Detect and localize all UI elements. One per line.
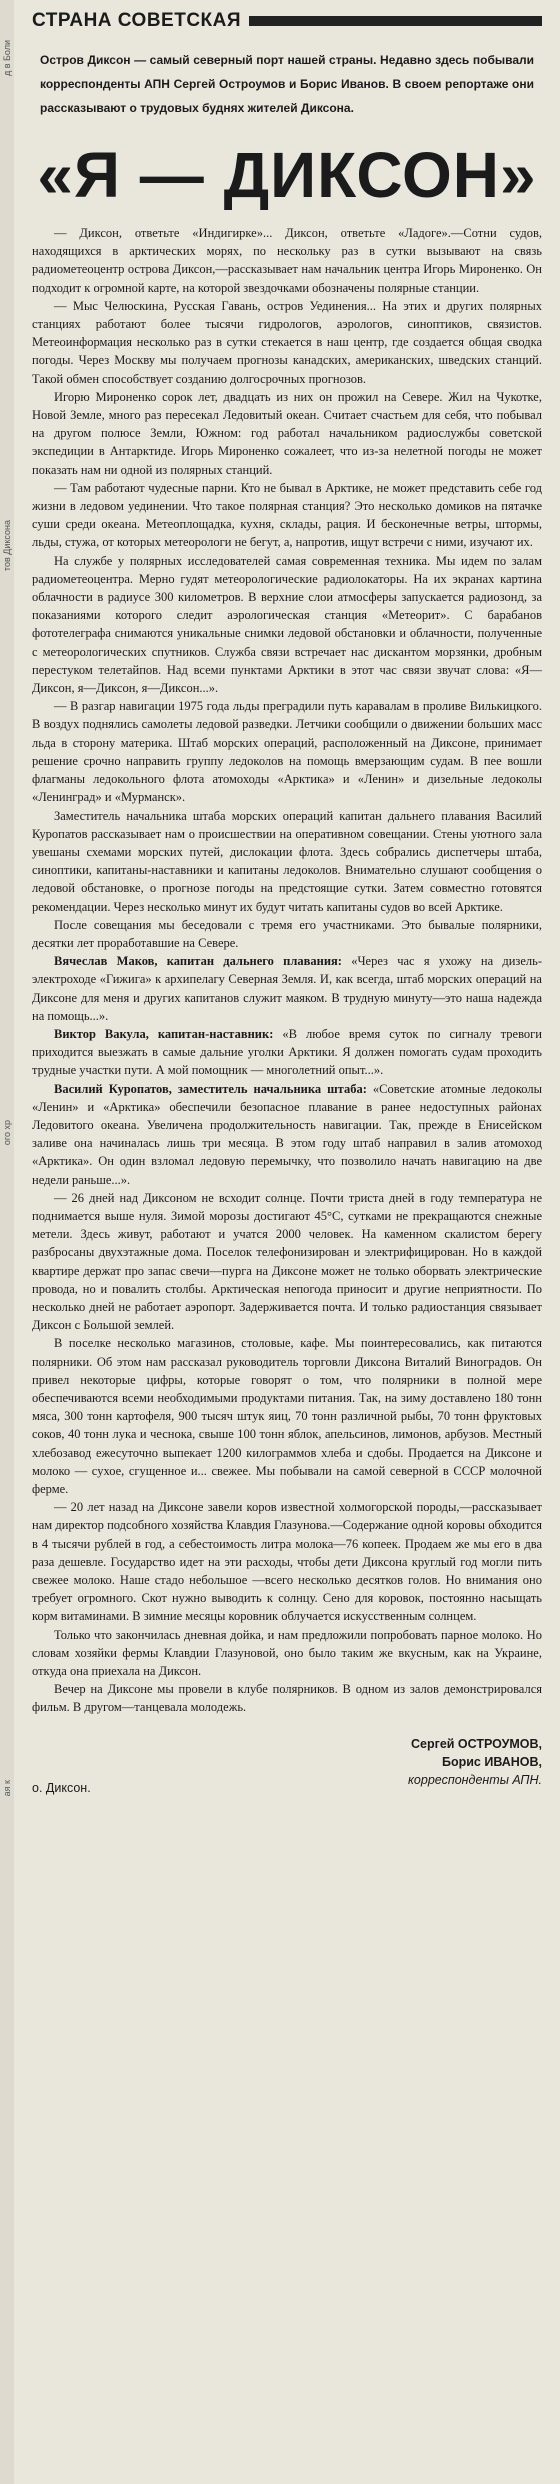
signature	[32, 1735, 542, 1789]
paragraph: Заместитель начальника штаба морских операций капитан дальнего плавания Василий Куропатов рассказывает нам о происшествии на оперативном совещании. Стены уютного зала увешаны схемами морских путей, дислокации флота. Здесь собрались диспетчеры штаба, синоптики, капитаны-наставники и капитаны ледоколов. Внимательно слушают сообщения о ледовой обстановке, о прогнозе погоды на предстоящие сутки. Затем совместно готовятся рекомендации. Через несколько минут их будут читать капитаны судов во всей Арктике.	[32, 808, 542, 914]
quote-paragraph	[32, 952, 542, 1025]
quote-speaker: Василий Куропатов, заместитель начальника штаба:	[54, 1081, 367, 1096]
paragraph: — Диксон, ответьте «Индигирке»... Диксон, ответьте «Ладоге».—Сотни судов, находящихся в арктических морях, по нескольку раз в сутки вызывают на связь радиометеоцентр острова Диксон,—рассказывает нам начальник центра Игорь Мироненко. Он подходит к огромной карте, на которой звездочками обозначены полярные станции.	[32, 226, 542, 295]
paragraph: — 26 дней над Диксоном не всходит солнце. Почти триста дней в году температура не поднимается выше нуля. Зимой морозы достигают 45°С, сутками не прекращаются снежные метели. Здесь живут, работают и учатся 2000 человек. На каменном скалистом берегу разбросаны двухэтажные дома. Поселок телефонизирован и электрифицирован. Но в каждой квартире держат про запас свечи—пурга на Диксоне может не только оборвать электрические провода, но и повалить столбы. Арктическая непогода приносит и другие неприятности. По несколько дней не работает аэропорт. Задерживается почта. И только радиостанция связывает Диксон с Большой землей.	[32, 1190, 542, 1333]
quote-paragraph	[32, 1080, 542, 1189]
paragraph: Игорю Мироненко сорок лет, двадцать из них он прожил на Севере. Жил на Чукотке, Новой Земле, много раз пересекал Ледовитый океан. Считает счастьем для себя, что побывал на другом полюсе Земли, Южном: год работал начальником радиослужбы советской экспедиции в Антарктиде. Игорь Мироненко сожалеет, что из-за нелетной погоды не может показать нам ни одной из полярных станций.	[32, 389, 542, 477]
author-name: Борис ИВАНОВ,	[441, 1754, 542, 1769]
headline: «Я — ДИКСОН»	[37, 139, 537, 211]
rubric-title: СТРАНА СОВЕТСКАЯ	[32, 10, 242, 31]
adjacent-column-fragment	[0, 0, 14, 2484]
paragraph: — 20 лет назад на Диксоне завели коров известной холмогорской породы,—рассказывает нам директор подсобного хозяйства Клавдия Глазунова.—Содержание одной коровы обходится в 4 тысячи рублей в год, а себестоимость литра молока—76 копеек. Продаем же мы его в два раза дешевле. Государство идет на эти расходы, чтобы дети Диксона круглый год могли пить свежее молоко. Наше стадо небольшое —всего несколько десятков голов. Но внимания оно требует огромного. Скот нужно выводить к солнцу. Сено для коровок, постоянно насыщать корм витаминами. В зимние месяцы коровник облучается искусственным солнцем.	[32, 1500, 542, 1624]
margin-fragment: ая к	[2, 1780, 12, 1797]
article-body	[32, 224, 542, 1717]
quote-speaker: Виктор Вакула, капитан-наставник:	[54, 1026, 274, 1041]
article-column	[32, 8, 543, 1795]
rubric-header	[32, 8, 542, 34]
rubric-rule	[249, 16, 542, 26]
paragraph: Только что закончилась дневная дойка, и нам предложили попробовать парное молоко. Но словам хозяйки фермы Клавдии Глазуновой, оно было таким же вкусным, как на Украине, откуда она приехала на Диксон.	[32, 1627, 542, 1679]
quote-paragraph	[32, 1025, 542, 1080]
lead-paragraph: Остров Диксон — самый северный порт нашей страны. Недавно здесь побывали корреспонденты АПН Сергей Остроумов и Борис Иванов. В своем репортаже они рассказывают о трудовых буднях жителей Диксона.	[40, 53, 534, 115]
margin-fragment: ого хр	[2, 1120, 12, 1146]
byline-block	[32, 1735, 542, 1795]
quote-text: «Советские атомные ледоколы «Ленин» и «Арктика» обеспечили безопасное плавание в ранее недоступных районах Ледовитого океана. Увеличена продолжительность навигации. Так, прежде в Енисейском заливе она начиналась лишь три месяца. В этом году штаб направил в залив атомоход «Арктика». Он один взломал ледовую перемычку, что позволило начать навигацию на две недели раньше...».	[32, 1081, 542, 1187]
author-role: корреспонденты АПН.	[408, 1772, 542, 1787]
author-name: Сергей ОСТРОУМОВ,	[411, 1736, 542, 1751]
quote-speaker: Вячеслав Маков, капитан дальнего плавания:	[54, 954, 342, 969]
paragraph: Вечер на Диксоне мы провели в клубе полярников. В одном из залов демонстрировался фильм. В другом—танцевала молодежь.	[32, 1682, 542, 1715]
margin-fragment: д в Боли	[2, 40, 12, 77]
paragraph: — Там работают чудесные парни. Кто не бывал в Арктике, не может представить себе год жизни в ледовом уединении. Что такое полярная станция? Это несколько домиков на пятачке суши среди океана. Метеоплощадка, кухня, склады, рация. И бесконечные ветры, штормы, льды, стужа, от которых метеорологи не бегут, а, напротив, ищут встречи с ними, изучают их.	[32, 480, 542, 550]
paragraph: — Мыс Челюскина, Русская Гавань, остров Уединения... На этих и других полярных станциях работают более тысячи гидрологов, аэрологов, синоптиков, связистов. Метеоинформация несколько раз в сутки стекается в наш центр, где создается общая сводка погоды. Через Москву мы получаем прогнозы канадских, американских, шведских станций. Такой обмен способствует созданию долгосрочных прогнозов.	[32, 298, 542, 386]
quote-text: «Через час я ухожу на дизель-электроходе «Гижига» к архипелагу Северная Земля. И, как всегда, штаб морских операций на Диксоне для меня и других капитанов служит маяком. В трудную минуту—это наша надежда на помощь...».	[32, 954, 543, 1023]
margin-fragment: тов Диксона	[2, 520, 12, 572]
paragraph: На службе у полярных исследователей самая современная техника. Мы идем по залам радиометеоцентра. Мерно гудят метеорологические радиолокаторы. На их экранах картина облачности в радиусе 300 километров. В верхние слои атмосферы запускается радиозонд, за показаниями которого следит аэрологическая станция «Метеорит». С барабанов фототелеграфа снимаются уникальные снимки ледовой обстановки и облачности, полученные с метеорологических спутников. Служба связи встречает нас дискантом морзянки, дробным перестуком телетайпов. Над всеми пунктами Арктики в этот час связи звучат слова: «Я—Диксон, я—Диксон, я—Диксон...».	[32, 553, 542, 696]
paragraph: После совещания мы беседовали с тремя его участниками. Это бывалые полярники, десятки лет проработавшие на Севере.	[32, 917, 542, 950]
quote-text: «В любое время суток по сигналу тревоги приходится выезжать в самые дальние уголки Арктики. Я должен помогать судам проходить трудные участки пути. А мой помощник — многолетний опыт...».	[32, 1026, 542, 1078]
dateline: о. Диксон.	[32, 1780, 91, 1795]
paragraph: В поселке несколько магазинов, столовые, кафе. Мы поинтересовались, как питаются полярники. Об этом нам рассказал руководитель торговли Диксона Виталий Виноградов. Он привел некоторые цифры, которые говорят о том, что полярники в полной мере обеспечиваются всеми необходимыми продуктами питания. Так, на зиму доставлено 180 тонн мяса, 300 тонн картофеля, 900 тысяч штук яиц, 70 тонн различной рыбы, 70 тонн фруктовых соков, 40 тонн лука и чеснока, свыше 100 тонн яблок, апельсинов, лимонов, арбузов. Местный хлебозавод ежесуточно выпекает 1200 килограммов хлеба и сдобы. Продается на Диксоне и молоко — сухое, сгущенное и... свежее. Мы побывали на самой северной в СССР молочной ферме.	[32, 1336, 542, 1497]
paragraph: — В разгар навигации 1975 года льды преградили путь каравалам в проливе Вилькицкого. В воздух поднялись самолеты ледовой разведки. Летчики сообщили о движении больших масс льда в сторону материка. Штаб морских операций, расположенный на Диксоне, принимает решение срочно направить группу ледоколов на помощь вмерзающим судам. В пее вошли флагманы ледокольного флота атомоходы «Арктика» и «Ленин» и дизельные ледоколы «Ленинград» и «Мурманск».	[32, 699, 542, 805]
